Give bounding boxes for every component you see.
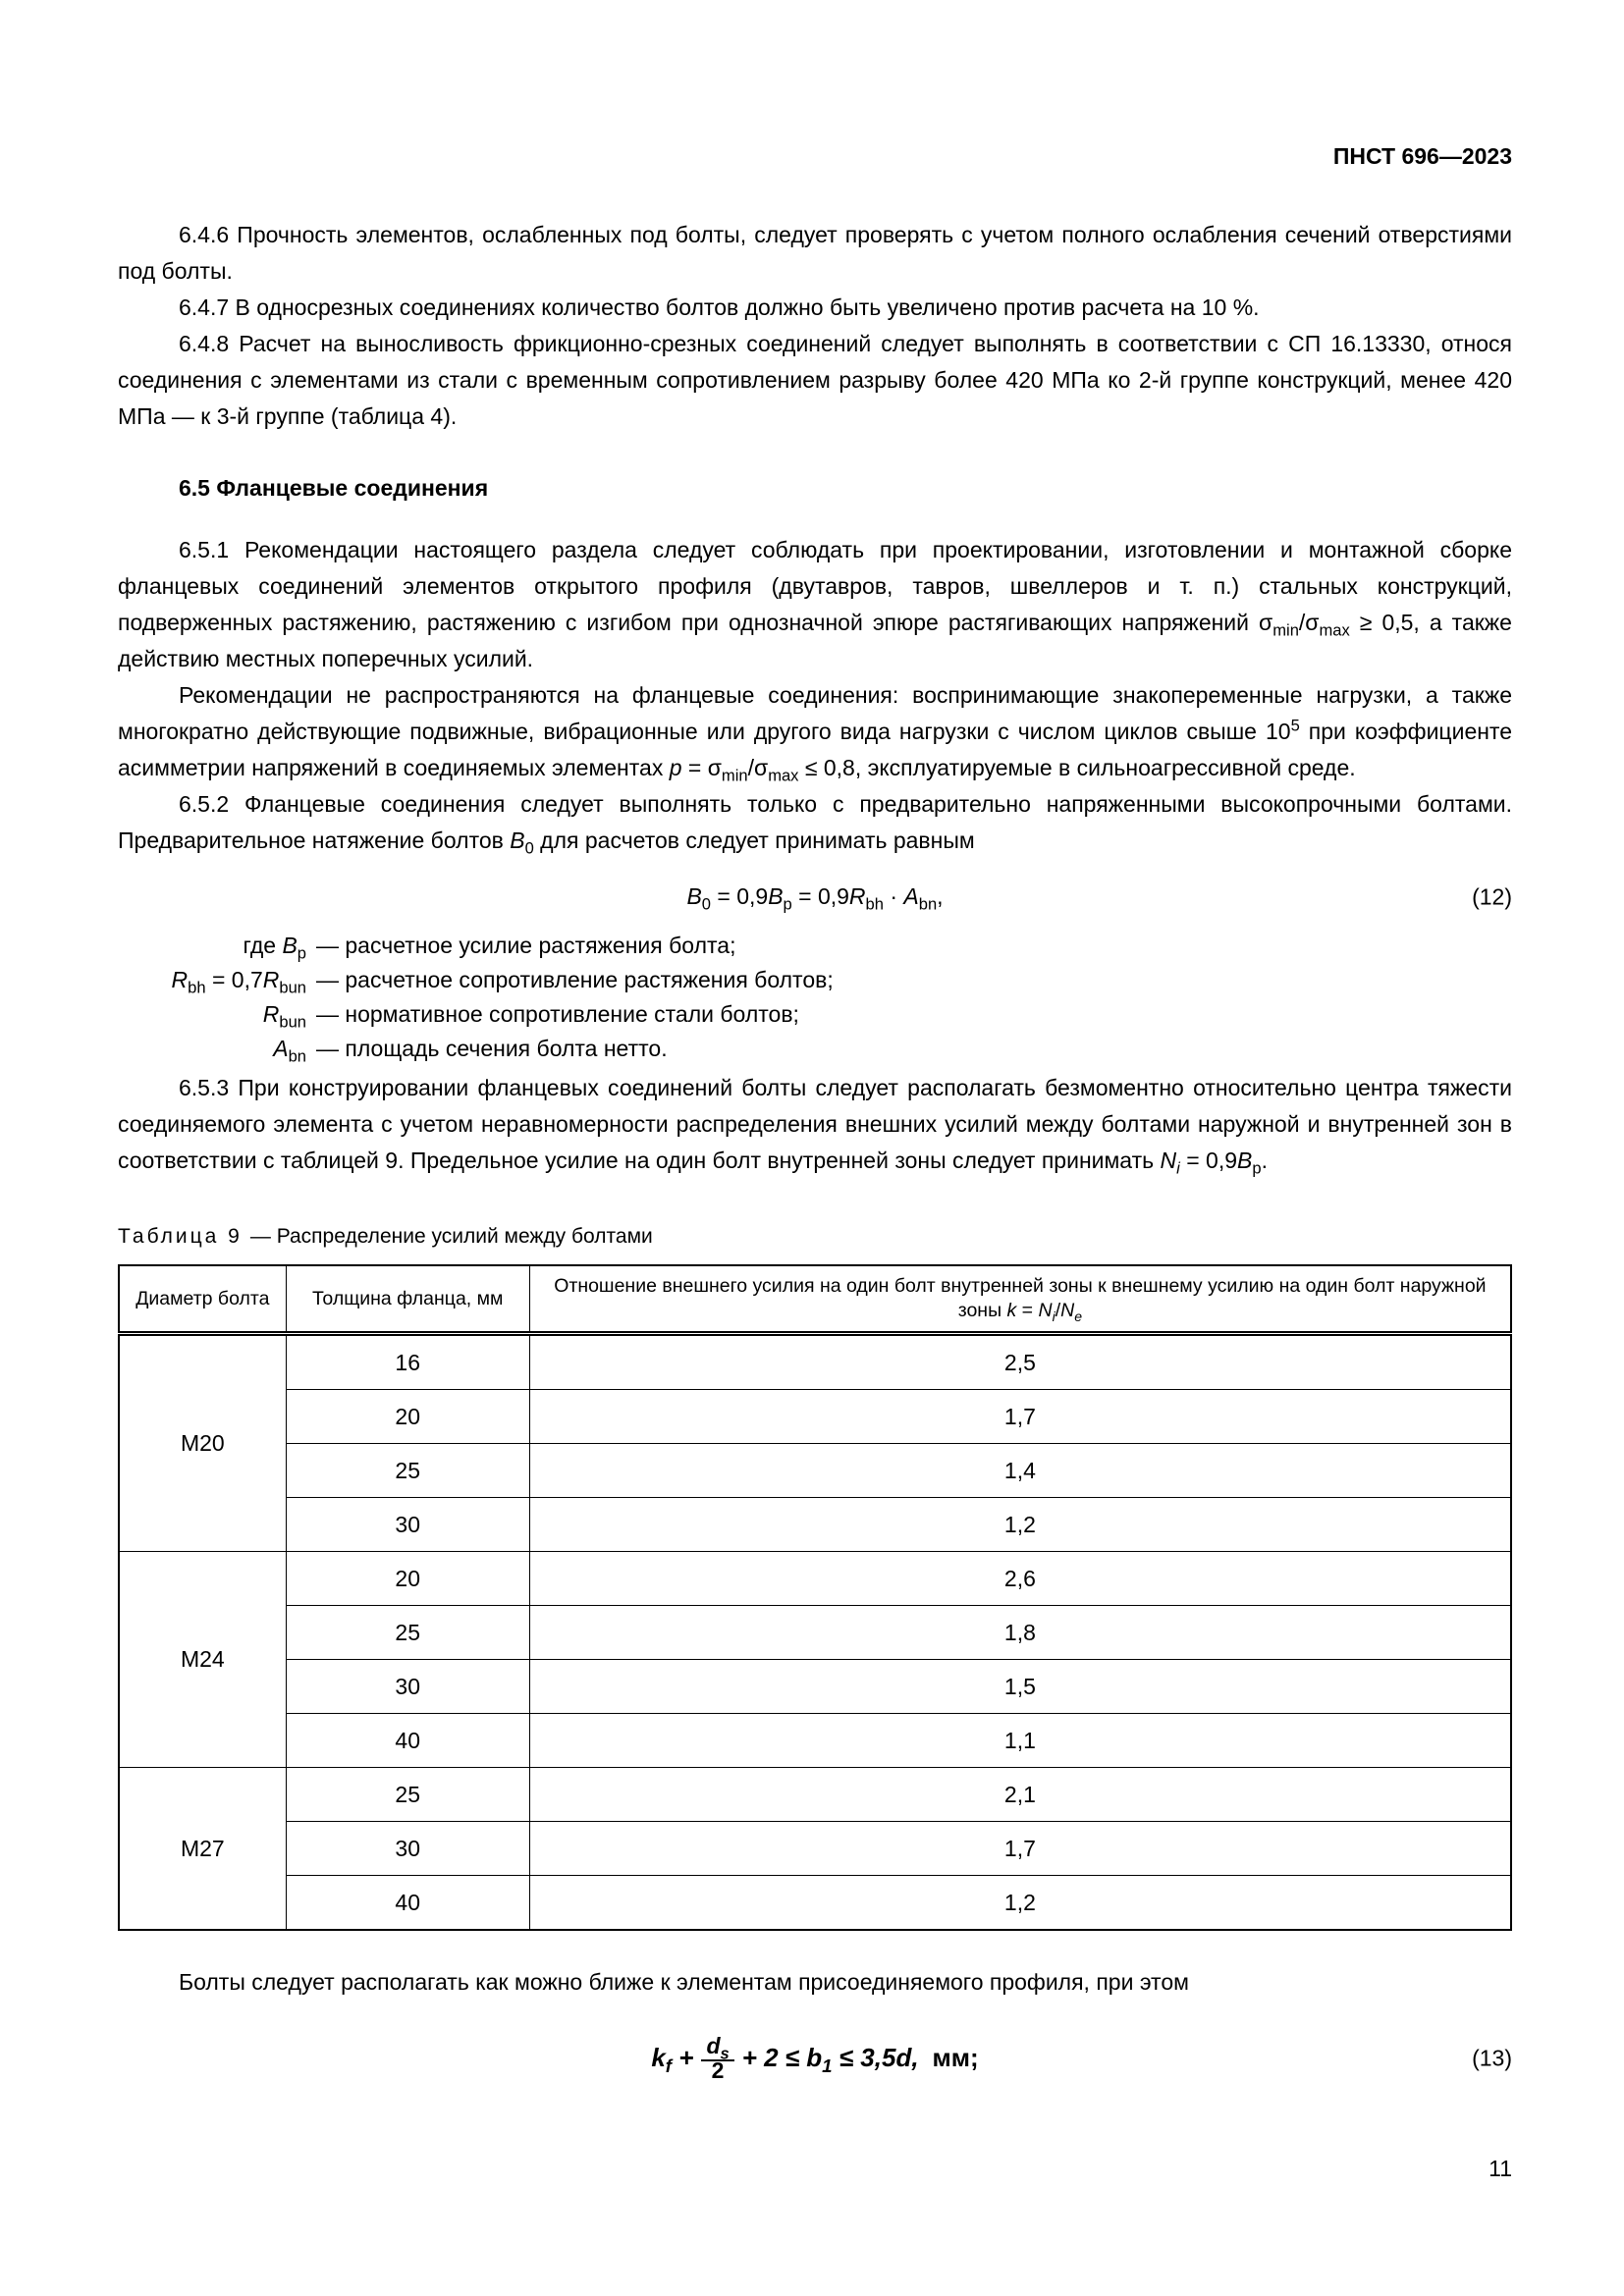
where-term: $R_{bh} = 0,7R_{bun}$ [171,967,306,997]
where-item [118,1032,1512,1066]
flange-thickness-cell: 40 [286,1876,529,1931]
bolt-diameter-cell: М27 [119,1768,286,1931]
para-6-5-2: 6.5.2 Фланцевые соединения следует выполнять только с предварительно напряженными высокопрочными болтами. Предварительное натяжение болтов $B_0$ для расчетов следует принимать равным [118,791,1512,858]
section-heading-6-5: 6.5 Фланцевые соединения [179,475,489,501]
force-ratio-cell: 1,8 [529,1606,1511,1660]
para-6-4-7: 6.4.7 В односрезных соединениях количество болтов должно быть увеличено против расчета на 10 %. [179,294,1260,320]
formula-12-expression: $B_0 = 0,9B_p = 0,9R_{bh} \cdot A_{bn}$, [686,883,944,914]
para-6-5-1-exclusions: Рекомендации не распространяются на фланцевые соединения: воспринимающие знакопеременные нагрузки, а также многократно действующие подвижные, вибрационные или другого вида нагрузки с числом циклов свыше $10^5$ при коэффициенте асимметрии напряжений в соединяемых элементах $p = \sigma_{min}/\sigma_{max} \le 0,8$, эксплуатируемые в сильноагрессивной среде. [118,682,1513,785]
formula-12-number: (12) [1472,883,1512,909]
fraction-numerator: $d_s$ [701,2033,733,2061]
flange-thickness-cell: 25 [286,1444,529,1498]
flange-thickness-cell: 25 [286,1768,529,1822]
table-9-header [119,1265,1511,1334]
where-term: $A_{bn}$ [273,1036,306,1066]
where-term: где $B_p$ [243,933,306,963]
where-item [118,929,1512,963]
table-caption [118,1218,1512,1255]
table-row [119,1334,1511,1390]
table-row [119,1390,1511,1444]
fraction [701,2034,733,2082]
fraction-denominator: 2 [711,2057,725,2084]
force-ratio-cell: 2,6 [529,1552,1511,1606]
col-header-force-ratio: Отношение внешнего усилия на один болт внутренней зоны к внешнему усилию на один болт наружной зоны $k = N_i/N_e$ [529,1265,1511,1334]
para-6-5-3: 6.5.3 При конструировании фланцевых соединений болты следует располагать безмоментно относительно центра тяжести соединяемого элемента с учетом неравномерности распределения внешних усилий между болтами наружной и внутренней зон в соответствии с таблицей 9. Предельное усилие на один болт внутренней зоны следует принимать $N_i = 0,9B_p$. [118,1075,1512,1178]
where-list [118,929,1512,1066]
bolt-diameter-cell: М24 [119,1552,286,1768]
flange-thickness-cell: 30 [286,1498,529,1552]
table-row [119,1660,1511,1714]
para-bolts-placement: Болты следует располагать как можно ближе к элементам присоединяемого профиля, при этом [179,1969,1189,1995]
table-9 [118,1264,1512,1931]
flange-thickness-cell: 20 [286,1552,529,1606]
where-definition: — площадь сечения болта нетто. [316,1036,668,1061]
where-definition: — нормативное сопротивление стали болтов; [316,1001,799,1027]
page-number: 11 [1489,2156,1512,2181]
table-row [119,1498,1511,1552]
table-row [119,1768,1511,1822]
bolt-diameter-cell: М20 [119,1334,286,1552]
para-6-5-1: 6.5.1 Рекомендации настоящего раздела следует соблюдать при проектировании, изготовлении и монтажной сборке фланцевых соединений элементов открытого профиля (двутавров, тавров, швеллеров и т. п.) стальных конструкций, подверженных растяжению, растяжению с изгибом при однозначной эпюре растягивающих напряжений $\sigma_{min}/\sigma_{max} \ge 0,5$, а также действию местных поперечных усилий. [118,537,1512,671]
table-row [119,1822,1511,1876]
col-header-flange-thickness: Толщина фланца, мм [286,1265,529,1334]
flange-thickness-cell: 16 [286,1334,529,1390]
flange-thickness-cell: 25 [286,1606,529,1660]
flange-thickness-cell: 20 [286,1390,529,1444]
table-caption-label: Таблица 9 [118,1225,243,1248]
where-term: $R_{bun}$ [262,1001,306,1032]
para-6-4-8: 6.4.8 Расчет на выносливость фрикционно-срезных соединений следует выполнять в соответствии с СП 16.13330, относя соединения с элементами из стали с временным сопротивлением разрыву более 420 МПа ко 2-й группе конструкций, менее 420 МПа — к 3-й группе (таблица 4). [118,331,1512,429]
force-ratio-cell: 1,1 [529,1714,1511,1768]
formula-13-expression [651,2034,978,2082]
where-item [118,963,1512,997]
table-row [119,1714,1511,1768]
table-row [119,1876,1511,1931]
document-body [118,217,1512,2082]
formula-13-number: (13) [1472,2045,1512,2071]
force-ratio-cell: 2,1 [529,1768,1511,1822]
flange-thickness-cell: 30 [286,1660,529,1714]
force-ratio-cell: 1,2 [529,1876,1511,1931]
force-ratio-cell: 1,5 [529,1660,1511,1714]
formula-13 [118,2034,1512,2082]
where-definition: — расчетное сопротивление растяжения болтов; [316,967,834,992]
force-ratio-cell: 1,7 [529,1822,1511,1876]
col-header-bolt-diameter: Диаметр болта [119,1265,286,1334]
para-6-4-6: 6.4.6 Прочность элементов, ослабленных под болты, следует проверять с учетом полного ослабления сечений отверстиями под болты. [118,222,1512,284]
formula-13-unit: мм; [932,2043,979,2073]
formula-13-left: $k_f$ + [651,2043,694,2077]
table-row [119,1606,1511,1660]
flange-thickness-cell: 30 [286,1822,529,1876]
table-header-row [119,1265,1511,1334]
flange-thickness-cell: 40 [286,1714,529,1768]
table-row [119,1444,1511,1498]
where-definition: — расчетное усилие растяжения болта; [316,933,736,958]
table-caption-title: — Распределение усилий между болтами [249,1225,653,1248]
table-row [119,1552,1511,1606]
force-ratio-cell: 1,2 [529,1498,1511,1552]
table-body [119,1334,1511,1931]
force-ratio-cell: 1,4 [529,1444,1511,1498]
where-item [118,997,1512,1032]
formula-13-right: + $2 \le b_1 \le 3,5d$, [741,2043,919,2077]
force-ratio-cell: 2,5 [529,1334,1511,1390]
formula-12 [118,879,1512,915]
document-header: ПНСТ 696—2023 [1332,143,1512,169]
force-ratio-cell: 1,7 [529,1390,1511,1444]
